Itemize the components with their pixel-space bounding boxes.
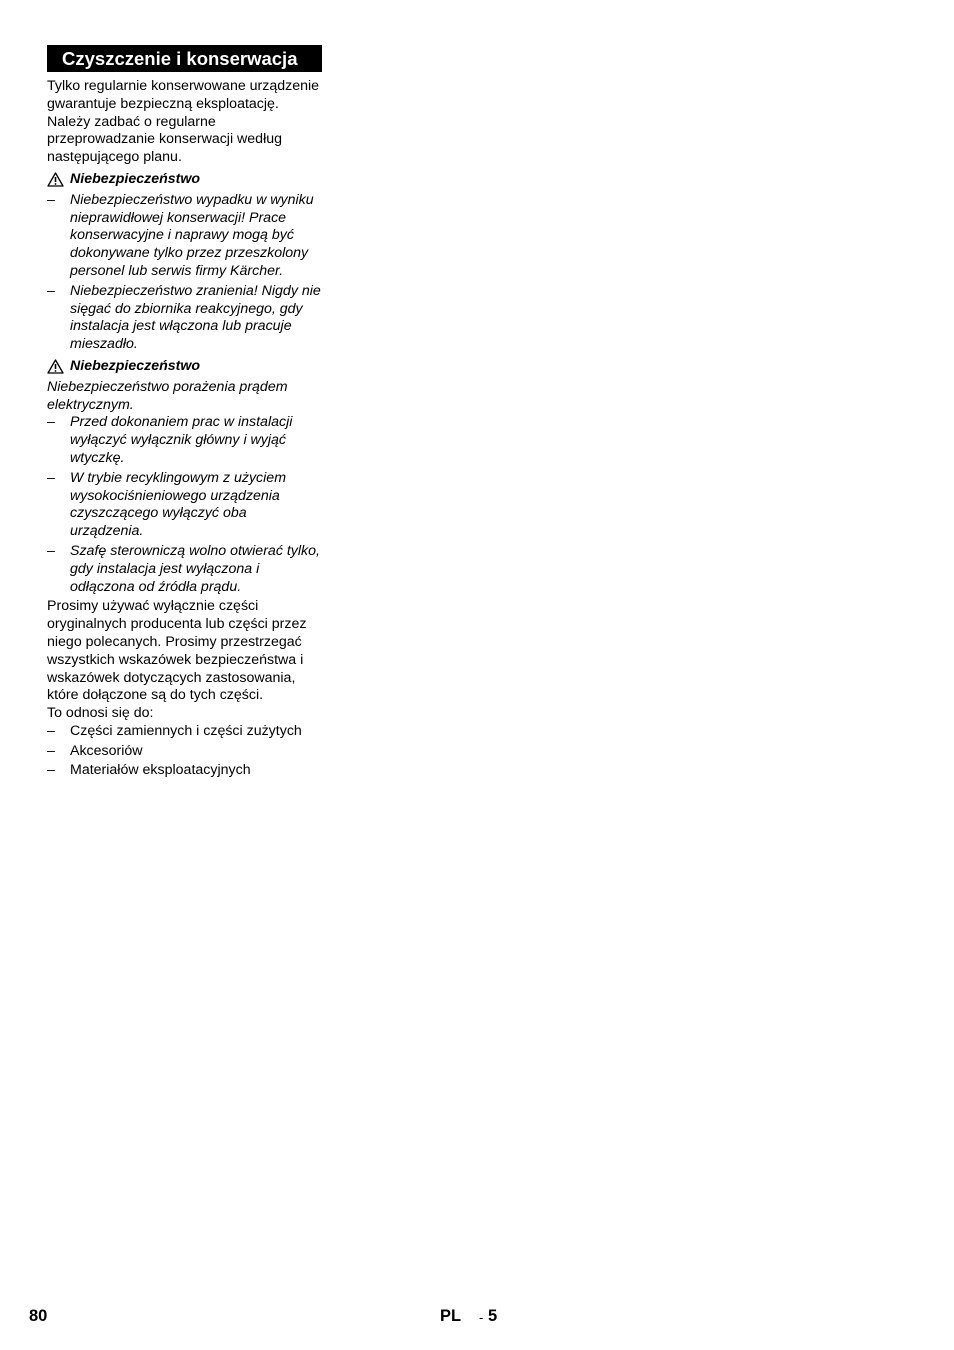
warning-heading-text: Niebezpieczeństwo [70,170,201,187]
warning-list-2 [47,414,322,596]
list-item-text: Niebezpieczeństwo zranienia! Nigdy nie sięgać do zbiornika reakcyjnego, gdy instalacja jest włączona lub pracuje mieszadło. [70,282,321,353]
list-dash: – [47,191,55,208]
footer-separator: - [479,1310,484,1325]
list-dash: – [47,742,55,759]
list-item [47,283,322,354]
list-item-text: Akcesoriów [70,742,143,759]
list-item [47,743,322,761]
language-code: PL [440,1307,462,1325]
intro-paragraph: Tylko regularnie konserwowane urządzenie gwarantuje bezpieczną eksploatację. Należy zadbać o regularne przeprowadzanie konserwacji według następującego planu. [47,78,320,166]
section-page-number: 5 [488,1307,498,1325]
page-number: 80 [29,1307,48,1325]
list-dash: – [47,722,55,739]
parts-list [47,723,322,780]
list-item [47,470,322,541]
list-dash: – [47,542,55,559]
list-item [47,723,322,741]
list-item-text: Niebezpieczeństwo wypadku w wyniku nieprawidłowej konserwacji! Prace konserwacyjne i naprawy mogą być dokonywane tylko przez przeszkolony personel lub serwis firmy Kärcher. [70,191,314,279]
main-column [47,45,322,782]
section-title: Czyszczenie i konserwacja [47,45,322,72]
list-item-text: Materiałów eksploatacyjnych [70,762,251,779]
warning-intro: Niebezpieczeństwo porażenia prądem elektrycznym. [47,378,288,413]
warning-triangle-icon [47,359,64,374]
list-dash: – [47,282,55,299]
list-item [47,414,322,467]
warning-heading-1 [47,171,322,189]
list-item-text: Szafę sterowniczą wolno otwierać tylko, gdy instalacja jest wyłączona i odłączona od źródła prądu. [70,542,320,595]
list-item [47,762,322,780]
list-dash: – [47,414,55,431]
list-item-text: Przed dokonaniem prac w instalacji wyłączyć wyłącznik główny i wyjąć wtyczkę. [70,414,293,466]
list-item [47,543,322,596]
list-dash: – [47,762,55,779]
warning-triangle-icon [47,172,64,187]
list-dash: – [47,469,55,486]
parts-paragraph: Prosimy używać wyłącznie części oryginalnych producenta lub części przez niego polecanych. Prosimy przestrzegać wszystkich wskazówek bezpieczeństwa i wskazówek dotyczących zastosowania, które dołączone są do tych części. [47,598,307,704]
list-item [47,192,322,281]
list-item-text: Części zamiennych i części zużytych [70,722,302,739]
applies-to: To odnosi się do: [47,705,154,722]
warning-list-1 [47,192,322,354]
warning-heading-2 [47,358,322,376]
warning-heading-text: Niebezpieczeństwo [70,357,201,374]
list-item-text: W trybie recyklingowym z użyciem wysokociśnieniowego urządzenia czyszczącego wyłączyć oba urządzenia. [70,469,287,540]
